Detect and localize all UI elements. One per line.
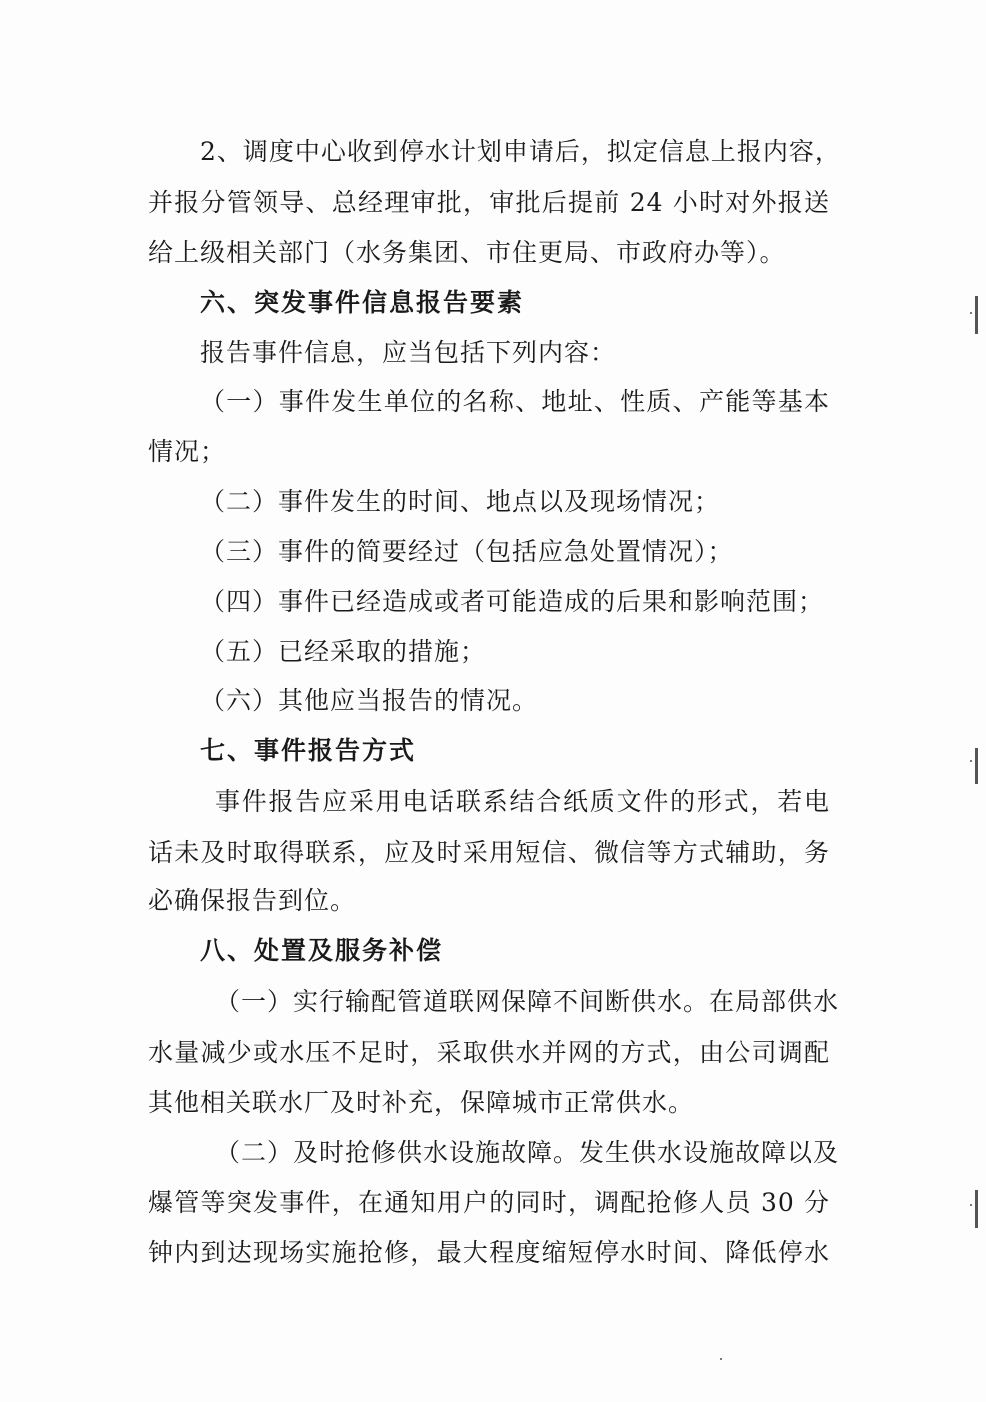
binding-mark: [975, 748, 978, 784]
list-item: （三）事件的简要经过（包括应急处置情况）；: [200, 537, 734, 566]
section-heading-8: 八、处置及服务补偿: [200, 936, 444, 965]
text-line: 报告事件信息，应当包括下列内容：: [200, 338, 617, 367]
binding-mark: [975, 296, 978, 334]
binding-dot: [970, 312, 972, 314]
text-line: 2、调度中心收到停水计划申请后，拟定信息上报内容，: [200, 137, 841, 166]
text-line: 情况；: [148, 437, 227, 466]
binding-mark: [975, 1190, 978, 1228]
list-item: （六）其他应当报告的情况。: [200, 686, 539, 715]
text-line: 给上级相关部门（水务集团、市住更局、市政府办等）。: [148, 238, 786, 267]
list-item: （二）事件发生的时间、地点以及现场情况；: [200, 487, 721, 516]
speck: [720, 1358, 722, 1360]
text-line: （一）实行输配管道联网保障不间断供水。在局部供水: [215, 987, 840, 1016]
text-line: 事件报告应采用电话联系结合纸质文件的形式，若电: [215, 787, 830, 816]
binding-dot: [970, 1204, 972, 1206]
list-item: （五）已经采取的措施；: [200, 637, 487, 666]
list-item: （一）事件发生单位的名称、地址、性质、产能等基本: [200, 387, 830, 416]
text-line: 水量减少或水压不足时，采取供水并网的方式，由公司调配: [148, 1038, 830, 1067]
section-heading-6: 六、突发事件信息报告要素: [200, 288, 525, 317]
text-line: 话未及时取得联系，应及时采用短信、微信等方式辅助，务: [148, 838, 830, 867]
text-line: 必确保报告到位。: [148, 886, 357, 915]
list-item: （四）事件已经造成或者可能造成的后果和影响范围；: [200, 587, 825, 616]
text-line: （二）及时抢修供水设施故障。发生供水设施故障以及: [215, 1138, 840, 1167]
text-line: 其他相关联水厂及时补充，保障城市正常供水。: [148, 1088, 695, 1117]
binding-dot: [970, 760, 972, 762]
section-heading-7: 七、事件报告方式: [200, 736, 417, 765]
text-line: 爆管等突发事件，在通知用户的同时，调配抢修人员 30 分: [148, 1188, 830, 1217]
text-line: 并报分管领导、总经理审批，审批后提前 24 小时对外报送: [148, 188, 830, 217]
text-line: 钟内到达现场实施抢修，最大程度缩短停水时间、降低停水: [148, 1238, 830, 1267]
